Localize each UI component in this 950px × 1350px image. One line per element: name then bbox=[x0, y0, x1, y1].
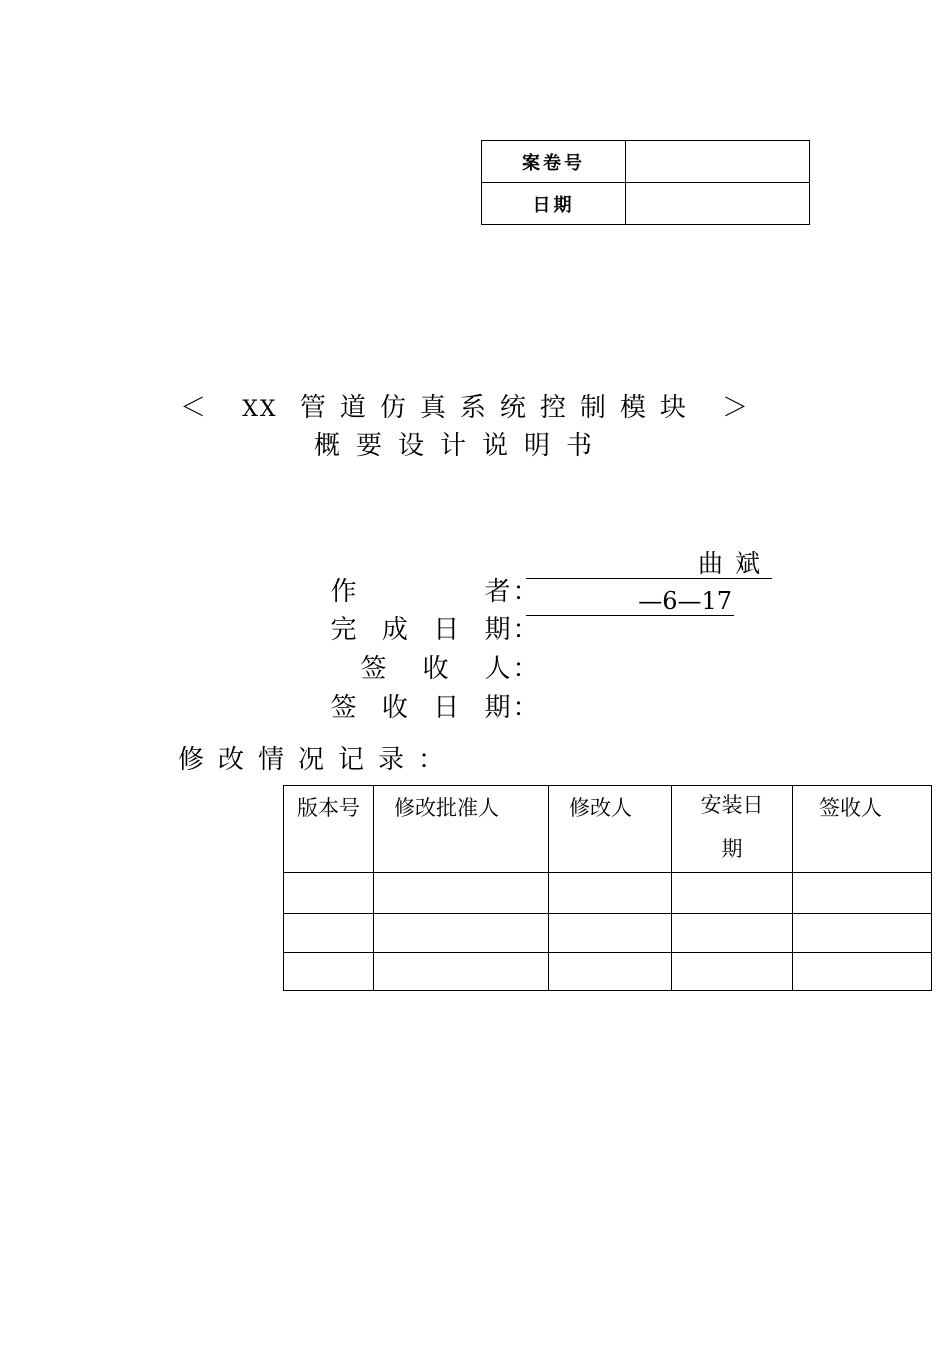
title-open-bracket: ＜ bbox=[180, 393, 243, 423]
table-cell bbox=[793, 953, 932, 991]
date-value bbox=[626, 183, 810, 225]
column-header-version: 版本号 bbox=[284, 786, 374, 873]
table-cell bbox=[672, 953, 793, 991]
case-number-row bbox=[482, 141, 810, 183]
sign-date-label: 签收日期 bbox=[330, 693, 511, 723]
table-row bbox=[284, 914, 932, 953]
archive-info-table bbox=[481, 140, 810, 225]
table-cell bbox=[793, 914, 932, 953]
date-label: 日期 bbox=[482, 183, 626, 225]
revision-table-header bbox=[284, 786, 932, 873]
document-title-line-2: 概要设计说明书 bbox=[314, 431, 609, 461]
table-cell bbox=[284, 914, 374, 953]
case-number-label: 案卷号 bbox=[482, 141, 626, 183]
sign-date-row bbox=[314, 669, 541, 721]
column-header-modifier: 修改人 bbox=[549, 786, 672, 873]
author-value: 曲斌 bbox=[526, 551, 772, 579]
completion-date-colon: ： bbox=[512, 615, 539, 645]
case-number-value bbox=[626, 141, 810, 183]
table-cell bbox=[672, 873, 793, 914]
revision-record-table bbox=[283, 785, 932, 991]
completion-date-label: 完成日期 bbox=[330, 615, 511, 645]
table-cell bbox=[549, 953, 672, 991]
signer-label: 签收人 bbox=[360, 654, 511, 684]
table-cell bbox=[672, 914, 793, 953]
author-colon: ： bbox=[512, 577, 539, 607]
column-header-approver: 修改批准人 bbox=[374, 786, 549, 873]
revision-record-heading: 修改情况记录： bbox=[178, 745, 459, 775]
title-prefix: XX bbox=[242, 397, 278, 422]
signer-colon: ： bbox=[512, 654, 539, 684]
document-title-line-1 bbox=[180, 395, 762, 421]
table-cell bbox=[793, 873, 932, 914]
column-header-install-date: 安装日期 bbox=[672, 786, 793, 873]
title-main: 管道仿真系统控制模块 ＞ bbox=[277, 393, 763, 423]
table-cell bbox=[374, 953, 549, 991]
table-row bbox=[284, 873, 932, 914]
sign-date-colon: ： bbox=[512, 693, 539, 723]
date-row bbox=[482, 183, 810, 225]
table-cell bbox=[549, 914, 672, 953]
table-cell bbox=[284, 953, 374, 991]
completion-date-value: —6—17 bbox=[526, 589, 734, 616]
table-cell bbox=[549, 873, 672, 914]
column-header-signer: 签收人 bbox=[793, 786, 932, 873]
table-row bbox=[284, 953, 932, 991]
table-cell bbox=[374, 873, 549, 914]
table-cell bbox=[284, 873, 374, 914]
author-label: 作者 bbox=[330, 577, 511, 607]
table-cell bbox=[374, 914, 549, 953]
